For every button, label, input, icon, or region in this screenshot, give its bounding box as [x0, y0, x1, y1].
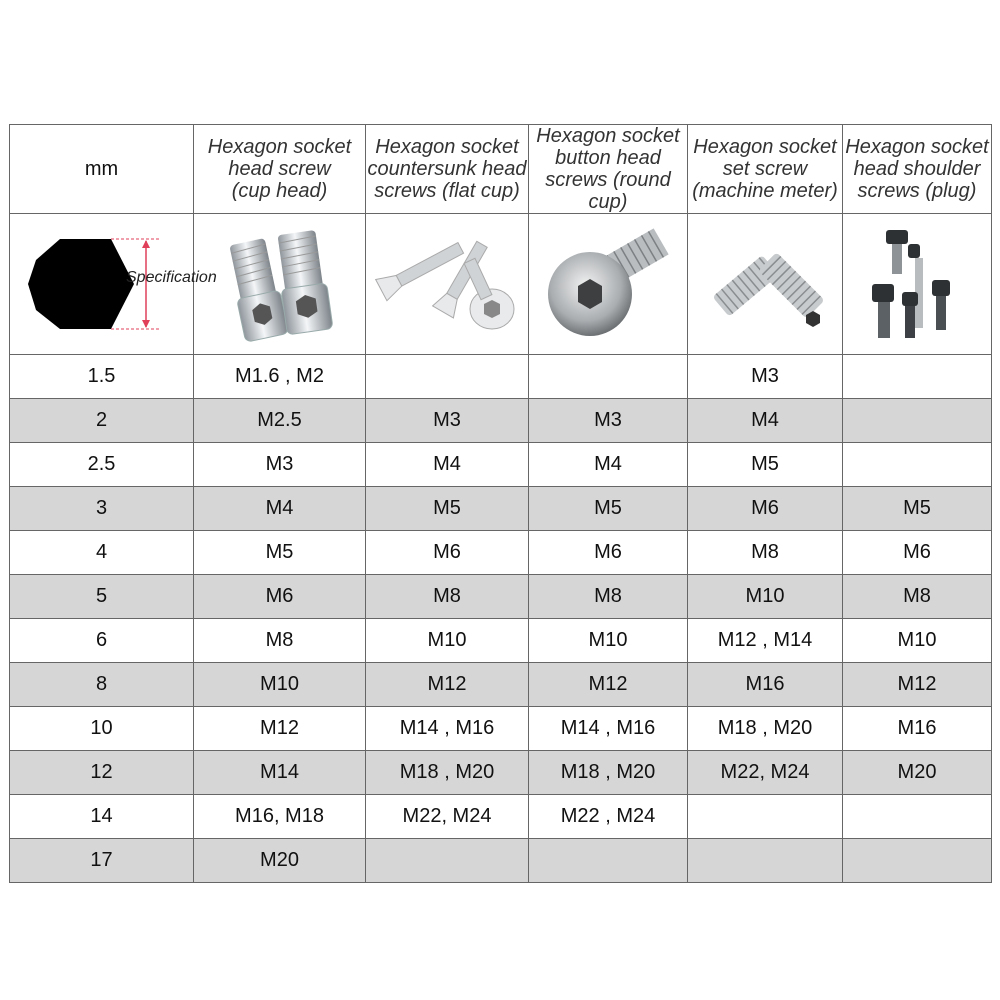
mm-cell: 5 — [10, 575, 194, 619]
spec-cell: M8 — [688, 531, 843, 575]
column-header-button-head — [529, 125, 688, 214]
column-header-line: countersunk head — [367, 158, 527, 180]
spec-cell: M18 , M20 — [529, 751, 688, 795]
spec-cell: M16 — [843, 707, 992, 751]
mm-cell: 8 — [10, 663, 194, 707]
column-header-line: screws (round cup) — [545, 169, 671, 213]
column-header-line: (machine meter) — [692, 180, 838, 202]
column-header-shoulder — [843, 125, 992, 214]
table-row — [10, 707, 992, 751]
spec-cell: M8 — [529, 575, 688, 619]
header-row — [10, 125, 992, 214]
spec-cell: M6 — [366, 531, 529, 575]
mm-cell: 2 — [10, 399, 194, 443]
spec-cell: M5 — [843, 487, 992, 531]
column-header-line: Hexagon socket — [693, 136, 837, 158]
table-row — [10, 663, 992, 707]
spec-cell: M5 — [366, 487, 529, 531]
spec-cell: M12 — [194, 707, 366, 751]
column-header-set-screw — [688, 125, 843, 214]
mm-cell: 17 — [10, 839, 194, 883]
spec-cell: M10 — [688, 575, 843, 619]
column-header-line: head screw — [228, 158, 331, 180]
spec-cell: M22, M24 — [688, 751, 843, 795]
spec-cell: M18 , M20 — [688, 707, 843, 751]
column-header-line: Hexagon socket — [536, 125, 680, 147]
screw-spec-table — [9, 124, 992, 883]
spec-cell: M10 — [529, 619, 688, 663]
spec-cell — [843, 355, 992, 399]
spec-cell: M20 — [194, 839, 366, 883]
table-row — [10, 619, 992, 663]
set-screws-image — [688, 214, 843, 355]
column-header-line: (cup head) — [231, 180, 328, 202]
spec-cell: M6 — [843, 531, 992, 575]
spec-cell: M22 , M24 — [529, 795, 688, 839]
spec-cell: M14 , M16 — [366, 707, 529, 751]
column-header-line: button head — [555, 147, 661, 169]
table-row — [10, 531, 992, 575]
spec-cell: M6 — [688, 487, 843, 531]
spec-cell: M4 — [194, 487, 366, 531]
spec-cell: M10 — [194, 663, 366, 707]
mm-cell: 4 — [10, 531, 194, 575]
mm-cell: 1.5 — [10, 355, 194, 399]
spec-cell: M3 — [688, 355, 843, 399]
spec-cell: M18 , M20 — [366, 751, 529, 795]
spec-cell: M8 — [366, 575, 529, 619]
table-row — [10, 399, 992, 443]
spec-cell — [843, 795, 992, 839]
spec-cell: M12 — [843, 663, 992, 707]
spec-cell: M1.6 , M2 — [194, 355, 366, 399]
button-head-screw-image — [529, 214, 688, 355]
arrow-up-icon — [142, 240, 150, 248]
arrow-down-icon — [142, 320, 150, 328]
spec-cell: M20 — [843, 751, 992, 795]
shoulder-screws-image — [843, 214, 992, 355]
spec-cell: M10 — [366, 619, 529, 663]
column-header-line: screws (flat cup) — [374, 180, 520, 202]
spec-cell: M22, M24 — [366, 795, 529, 839]
spec-cell: M14 — [194, 751, 366, 795]
column-header-cup-head — [194, 125, 366, 214]
spec-cell — [843, 443, 992, 487]
spec-cell — [366, 839, 529, 883]
specification-label: Specification — [126, 269, 217, 286]
column-header-line: Hexagon socket — [207, 136, 352, 158]
column-header-line: Hexagon socket — [375, 136, 519, 158]
spec-cell: M16, M18 — [194, 795, 366, 839]
spec-cell — [366, 355, 529, 399]
spec-cell: M16 — [688, 663, 843, 707]
spec-cell: M4 — [688, 399, 843, 443]
mm-cell: 10 — [10, 707, 194, 751]
spec-cell: M6 — [529, 531, 688, 575]
hex-spec-cell — [10, 214, 217, 355]
spec-cell: M6 — [194, 575, 366, 619]
mm-cell: 3 — [10, 487, 194, 531]
spec-cell: M12 — [529, 663, 688, 707]
spec-cell: M10 — [843, 619, 992, 663]
table-row — [10, 751, 992, 795]
mm-header: mm — [10, 125, 194, 214]
table-row — [10, 839, 992, 883]
column-header-line: set screw — [722, 158, 808, 180]
countersunk-screws-image — [366, 214, 529, 355]
spec-cell — [688, 839, 843, 883]
spec-cell: M2.5 — [194, 399, 366, 443]
column-header-line: head shoulder — [853, 158, 981, 180]
table-row — [10, 487, 992, 531]
spec-cell: M5 — [194, 531, 366, 575]
spec-cell: M4 — [366, 443, 529, 487]
table-row — [10, 575, 992, 619]
spec-cell: M3 — [366, 399, 529, 443]
spec-cell — [529, 839, 688, 883]
spec-cell — [688, 795, 843, 839]
table-row — [10, 795, 992, 839]
spec-cell: M4 — [529, 443, 688, 487]
mm-cell: 12 — [10, 751, 194, 795]
spec-cell — [843, 839, 992, 883]
spec-cell: M14 , M16 — [529, 707, 688, 751]
cup-head-screws-image — [194, 214, 366, 355]
spec-cell: M3 — [529, 399, 688, 443]
spec-cell — [843, 399, 992, 443]
mm-cell: 14 — [10, 795, 194, 839]
column-header-countersunk — [366, 125, 529, 214]
spec-cell: M8 — [843, 575, 992, 619]
spec-cell — [529, 355, 688, 399]
spec-cell: M8 — [194, 619, 366, 663]
image-row — [10, 214, 992, 355]
table-row — [10, 443, 992, 487]
mm-cell: 2.5 — [10, 443, 194, 487]
spec-cell: M12 , M14 — [688, 619, 843, 663]
column-header-line: screws (plug) — [857, 180, 977, 202]
mm-cell: 6 — [10, 619, 194, 663]
spec-cell: M5 — [529, 487, 688, 531]
hexagon-shape — [28, 239, 134, 329]
table-row — [10, 355, 992, 399]
column-header-line: Hexagon socket — [845, 136, 989, 158]
spec-cell: M5 — [688, 443, 843, 487]
spec-cell: M3 — [194, 443, 366, 487]
spec-cell: M12 — [366, 663, 529, 707]
